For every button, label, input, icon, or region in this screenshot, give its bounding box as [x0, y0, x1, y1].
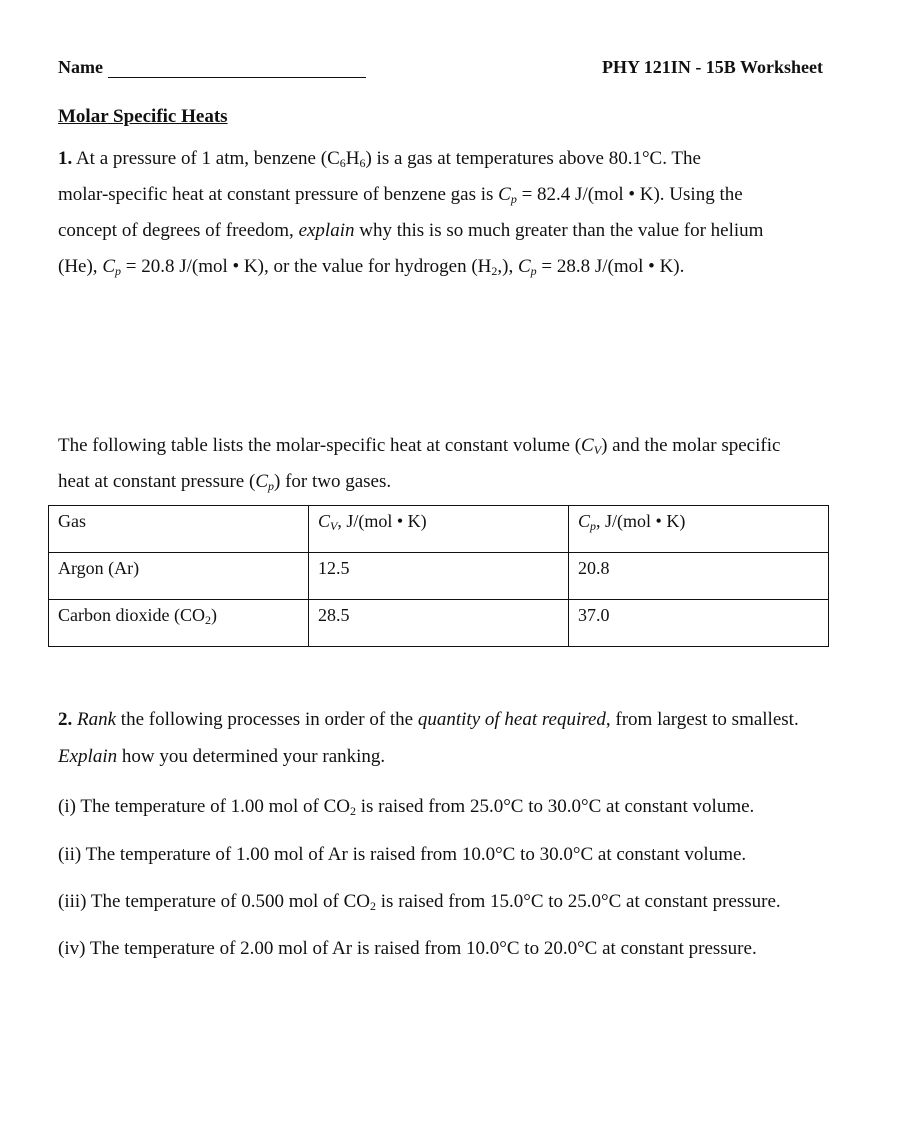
- process-item: [58, 796, 754, 818]
- item-text: is raised from 15.0°C to 25.0°C at constant pressure.: [376, 891, 781, 912]
- cv-symbol: C: [581, 435, 594, 456]
- specific-heat-table: [48, 505, 829, 647]
- item-text: is raised from 25.0°C to 30.0°C at constant volume.: [355, 796, 755, 817]
- subscript: 6: [339, 156, 346, 170]
- intro-text: heat at constant pressure (: [58, 471, 256, 492]
- cv-symbol: C: [318, 511, 331, 531]
- question-1-line-4: [58, 249, 848, 285]
- question-1-line-1: [58, 141, 848, 177]
- table-intro: [58, 428, 848, 500]
- table-header-row: [49, 506, 829, 553]
- q1-text: At a pressure of 1 atm, benzene (C: [72, 148, 340, 169]
- question-2: [58, 701, 848, 775]
- unit-text: , J/(mol • K): [337, 511, 427, 531]
- question-1: [58, 141, 848, 285]
- q1-text: molar-specific heat at constant pressure of benzene gas is: [58, 184, 499, 205]
- name-blank-line[interactable]: [108, 59, 366, 78]
- q2-text: the following processes in order of the: [116, 709, 418, 730]
- q1-text: = 28.8 J/(mol • K).: [536, 256, 685, 277]
- subscript: 2: [349, 804, 356, 818]
- cp-symbol: C: [578, 511, 591, 531]
- name-field: [58, 57, 366, 78]
- rank-emphasis: Rank: [77, 709, 117, 730]
- q2-text: how you determined your ranking.: [117, 746, 386, 767]
- intro-text: ) and the molar specific: [601, 435, 781, 456]
- subscript: p: [590, 519, 597, 533]
- question-2-line-1: [58, 701, 848, 738]
- header-cp: [569, 506, 829, 553]
- explain-emphasis: explain: [298, 220, 355, 241]
- item-text: (iii) The temperature of 0.500 mol of CO: [58, 891, 371, 912]
- cell-gas: Argon (Ar): [49, 553, 309, 600]
- explain-emphasis: Explain: [58, 746, 118, 767]
- course-title: PHY 121IN - 15B Worksheet: [601, 57, 823, 77]
- quantity-emphasis: quantity of heat required: [417, 709, 606, 730]
- name-label: Name: [58, 57, 103, 77]
- q1-text: = 20.8 J/(mol • K), or the value for hydrogen (H: [121, 256, 492, 277]
- item-text: (ii) The temperature of 1.00 mol of Ar is raised from 10.0°C to 30.0°C at constant volume.: [58, 844, 747, 865]
- subscript: p: [530, 264, 537, 278]
- cp-symbol: C: [498, 184, 511, 205]
- subscript: V: [330, 519, 338, 533]
- q1-text: concept of degrees of freedom,: [58, 220, 299, 241]
- subscript: 2: [491, 264, 498, 278]
- intro-text: The following table lists the molar-specific heat at constant volume (: [58, 435, 582, 456]
- item-text: (iv) The temperature of 2.00 mol of Ar is raised from 10.0°C to 20.0°C at constant pressure.: [58, 938, 757, 959]
- intro-text: ) for two gases.: [274, 471, 392, 492]
- question-2-number: 2.: [58, 709, 73, 730]
- cell-cv: 28.5: [309, 600, 569, 647]
- cell-gas: [49, 600, 309, 647]
- q2-text: , from largest to smallest.: [605, 709, 799, 730]
- gas-text: ): [210, 605, 217, 625]
- process-item: [58, 938, 757, 960]
- table-intro-line-1: [58, 428, 848, 464]
- cp-symbol: C: [102, 256, 115, 277]
- q1-text: H: [345, 148, 360, 169]
- cp-symbol: C: [517, 256, 531, 277]
- gas-text: Carbon dioxide (CO: [58, 605, 205, 625]
- process-item: [58, 844, 746, 866]
- header-gas: Gas: [49, 506, 309, 553]
- question-2-line-2: [58, 738, 848, 775]
- header-cv: [309, 506, 569, 553]
- subscript: 2: [204, 613, 211, 627]
- cell-cp: 20.8: [569, 553, 829, 600]
- question-1-line-2: [58, 177, 848, 213]
- q1-text: why this is so much greater than the value for helium: [354, 220, 764, 241]
- subscript: p: [510, 192, 517, 206]
- section-title: Molar Specific Heats: [58, 106, 228, 127]
- subscript: p: [268, 479, 274, 493]
- table-row: [49, 600, 829, 647]
- q1-text: ) is a gas at temperatures above 80.1°C. The: [365, 148, 701, 169]
- subscript: p: [115, 264, 121, 278]
- cell-cp: 37.0: [569, 600, 829, 647]
- subscript: 6: [359, 156, 366, 170]
- table-row: [49, 553, 829, 600]
- item-text: (i) The temperature of 1.00 mol of CO: [58, 796, 350, 817]
- subscript: 2: [370, 899, 377, 913]
- process-item: [58, 891, 781, 913]
- cp-symbol: C: [255, 471, 268, 492]
- subscript: V: [593, 443, 602, 457]
- q1-text: ,),: [497, 256, 518, 277]
- question-1-number: 1.: [58, 148, 73, 169]
- table-intro-line-2: [58, 464, 848, 500]
- q1-text: = 82.4 J/(mol • K). Using the: [516, 184, 743, 205]
- q1-text: (He),: [58, 256, 103, 277]
- unit-text: , J/(mol • K): [596, 511, 686, 531]
- question-1-line-3: [58, 213, 848, 249]
- cell-cv: 12.5: [309, 553, 569, 600]
